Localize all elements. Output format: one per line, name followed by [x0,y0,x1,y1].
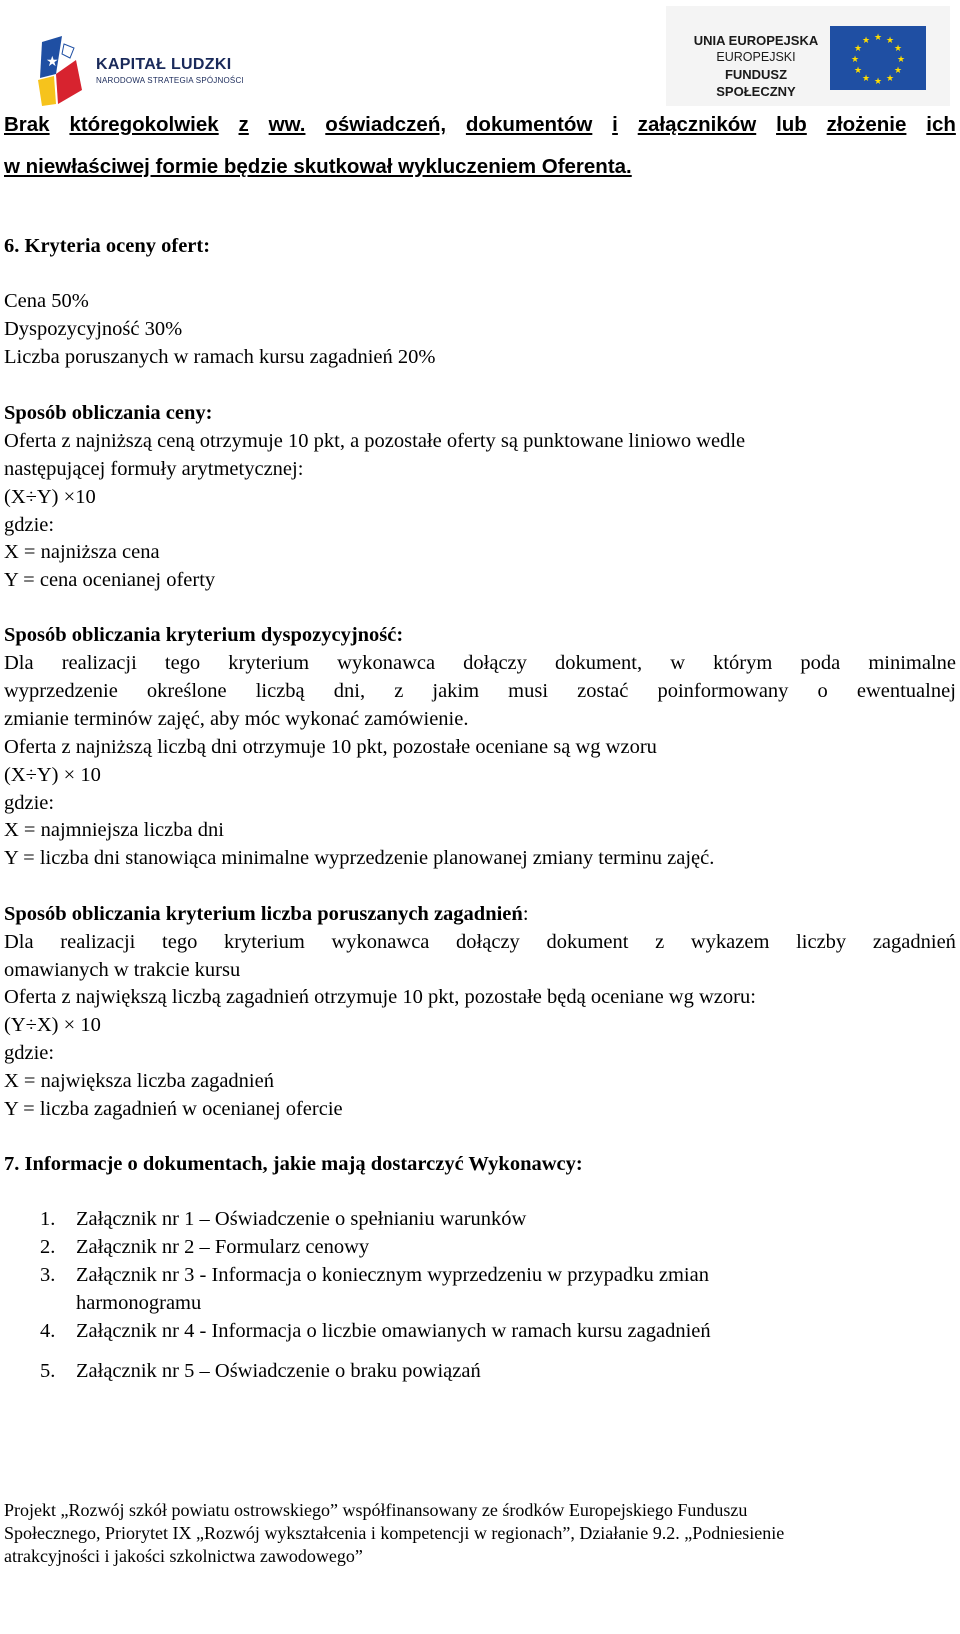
price-formula: (X÷Y) ×10 [4,486,96,508]
availability-word: o [817,680,828,702]
availability-line3: zmianie terminów zajęć, aby móc wykonać zamówienie. [4,708,469,730]
availability-word: wykonawca [337,652,436,674]
svg-text:★: ★ [46,53,59,69]
ue-line2: EUROPEJSKI [716,50,796,64]
availability-word: dokument, [554,652,643,674]
topics-line2: omawianych w trakcie kursu [4,959,241,981]
svg-text:★: ★ [861,36,871,46]
availability-word: ewentualnej [856,680,956,702]
availability-word: poinformowany [657,680,789,702]
availability-word: realizacji [61,652,137,674]
warning-word: dokumentów [465,113,593,136]
topics-word: realizacji [60,931,136,953]
availability-line1 [4,652,956,675]
availability-word: dołączy [463,652,527,674]
topics-word: wykazem [690,931,770,953]
availability-word: którym [713,652,773,674]
warning-word: Brak [4,113,50,136]
svg-text:★: ★ [885,74,895,84]
ue-line1: UNIA EUROPEJSKA [693,33,819,48]
topics-word: dołączy [456,931,520,953]
topics-word: wykonawca [331,931,430,953]
topics-word: z [655,931,665,953]
list-item-number: 3. [40,1264,56,1286]
availability-word: dni, [333,680,366,702]
list-item-text: Załącznik nr 2 – Formularz cenowy [76,1236,370,1258]
topics-line3: Oferta z największą liczbą zagadnień otrzymuje 10 pkt, pozostałe będą oceniane wg wzoru: [4,986,756,1008]
availability-word: tego [164,652,201,674]
availability-where: gdzie: [4,792,55,814]
topics-heading: Sposób obliczania kryterium liczba poruszanych zagadnień [4,903,523,925]
footer-line2: Społecznego, Priorytet IX „Rozwój wykształcenia i kompetencji w regionach”, Działanie 9.2. „Podniesienie [4,1523,785,1543]
topics-word: Dla [4,931,34,953]
page-header [0,0,960,108]
availability-word: z [394,680,404,702]
warning-word: oświadczeń, [325,113,447,136]
topics-word: dokument [546,931,629,953]
section7-heading: 7. Informacje o dokumentach, jakie mają dostarczyć Wykonawcy: [4,1153,583,1175]
price-x-def: X = najniższa cena [4,541,160,563]
criterion-price: Cena 50% [4,290,89,312]
availability-line2 [4,680,956,703]
eu-fund-logo [666,6,950,106]
availability-word: minimalne [868,652,956,674]
warning-word: któregokolwiek [69,113,219,136]
warning-word: z [238,113,249,136]
availability-word: wyprzedzenie [4,680,118,702]
availability-word: poda [800,652,841,674]
availability-word: zostać [577,680,629,702]
topics-word: zagadnień [872,931,956,953]
availability-word: kryterium [228,652,310,674]
topics-word: tego [162,931,198,953]
topics-heading-wrap [4,903,529,926]
criterion-availability: Dyspozycyjność 30% [4,318,183,340]
availability-formula: (X÷Y) × 10 [4,764,101,786]
svg-text:★: ★ [885,36,895,46]
list-item-number: 1. [40,1208,56,1230]
warning-word: złożenie [826,113,907,136]
list-item-number: 2. [40,1236,56,1258]
svg-text:★: ★ [893,66,903,76]
kl-subtitle: NARODOWA STRATEGIA SPÓJNOŚCI [96,76,244,85]
price-heading: Sposób obliczania ceny: [4,402,213,424]
svg-text:★: ★ [873,77,883,87]
warning-word: ww. [268,113,306,136]
warning-line2: w niewłaściwej formie będzie skutkował wykluczeniem Oferenta. [4,155,632,178]
list-item-text: Załącznik nr 4 - Informacja o liczbie omawianych w ramach kursu zagadnień [76,1320,711,1342]
eu-flag-icon [830,26,926,90]
warning-word: ich [926,113,956,136]
svg-text:★: ★ [850,55,860,65]
topics-formula: (Y÷X) × 10 [4,1014,101,1036]
svg-text:★: ★ [861,74,871,84]
svg-text:★: ★ [853,66,863,76]
list-item-text: harmonogramu [76,1292,202,1314]
list-item-number: 5. [40,1360,56,1382]
topics-y-def: Y = liczba zagadnień w ocenianej ofercie [4,1098,343,1120]
svg-text:★: ★ [893,44,903,54]
section6-heading: 6. Kryteria oceny ofert: [4,235,211,257]
list-item-text: Załącznik nr 5 – Oświadczenie o braku powiązań [76,1360,481,1382]
svg-text:★: ★ [873,33,883,43]
warning-word: i [612,113,618,136]
topics-word: kryterium [223,931,305,953]
price-where: gdzie: [4,514,55,536]
availability-word: określone [146,680,227,702]
availability-heading: Sposób obliczania kryterium dyspozycyjność: [4,624,404,646]
availability-line4: Oferta z najniższą liczbą dni otrzymuje 10 pkt, pozostałe oceniane są wg wzoru [4,736,657,758]
criterion-topics: Liczba poruszanych w ramach kursu zagadnień 20% [4,346,436,368]
price-y-def: Y = cena ocenianej oferty [4,569,216,591]
topics-where: gdzie: [4,1042,55,1064]
list-item-text: Załącznik nr 3 - Informacja o koniecznym wyprzedzeniu w przypadku zmian [76,1264,709,1286]
warning-word: lub [776,113,807,136]
kapital-ludzki-logo [36,34,266,108]
footer-line3: atrakcyjności i jakości szkolnictwa zawodowego” [4,1546,363,1566]
topics-x-def: X = największa liczba zagadnień [4,1070,274,1092]
availability-word: w [670,652,685,674]
list-item-number: 4. [40,1320,56,1342]
availability-x-def: X = najmniejsza liczba dni [4,819,224,841]
svg-text:★: ★ [896,55,906,65]
availability-word: liczbą [255,680,305,702]
list-item-text: Załącznik nr 1 – Oświadczenie o spełnianiu warunków [76,1208,527,1230]
kapital-ludzki-emblem-icon [36,34,92,108]
warning-line1 [4,113,956,137]
price-line2: następującej formuły arytmetycznej: [4,458,304,480]
warning-word: załączników [637,113,757,136]
availability-word: jakim [432,680,480,702]
availability-word: musi [508,680,549,702]
availability-word: Dla [4,652,34,674]
svg-text:★: ★ [853,44,863,54]
ue-line3: FUNDUSZ SPOŁECZNY [716,67,796,99]
price-line1: Oferta z najniższą ceną otrzymuje 10 pkt, a pozostałe oferty są punktowane liniowo wedle [4,430,746,452]
topics-word: liczby [796,931,847,953]
footer-line1: Projekt „Rozwój szkół powiatu ostrowskiego” współfinansowany ze środków Europejskiego Funduszu [4,1500,748,1520]
topics-line1 [4,931,956,954]
topics-heading-colon: : [522,903,529,925]
availability-y-def: Y = liczba dni stanowiąca minimalne wyprzedzenie planowanej zmiany terminu zajęć. [4,847,715,869]
kl-title: KAPITAŁ LUDZKI [96,56,232,73]
